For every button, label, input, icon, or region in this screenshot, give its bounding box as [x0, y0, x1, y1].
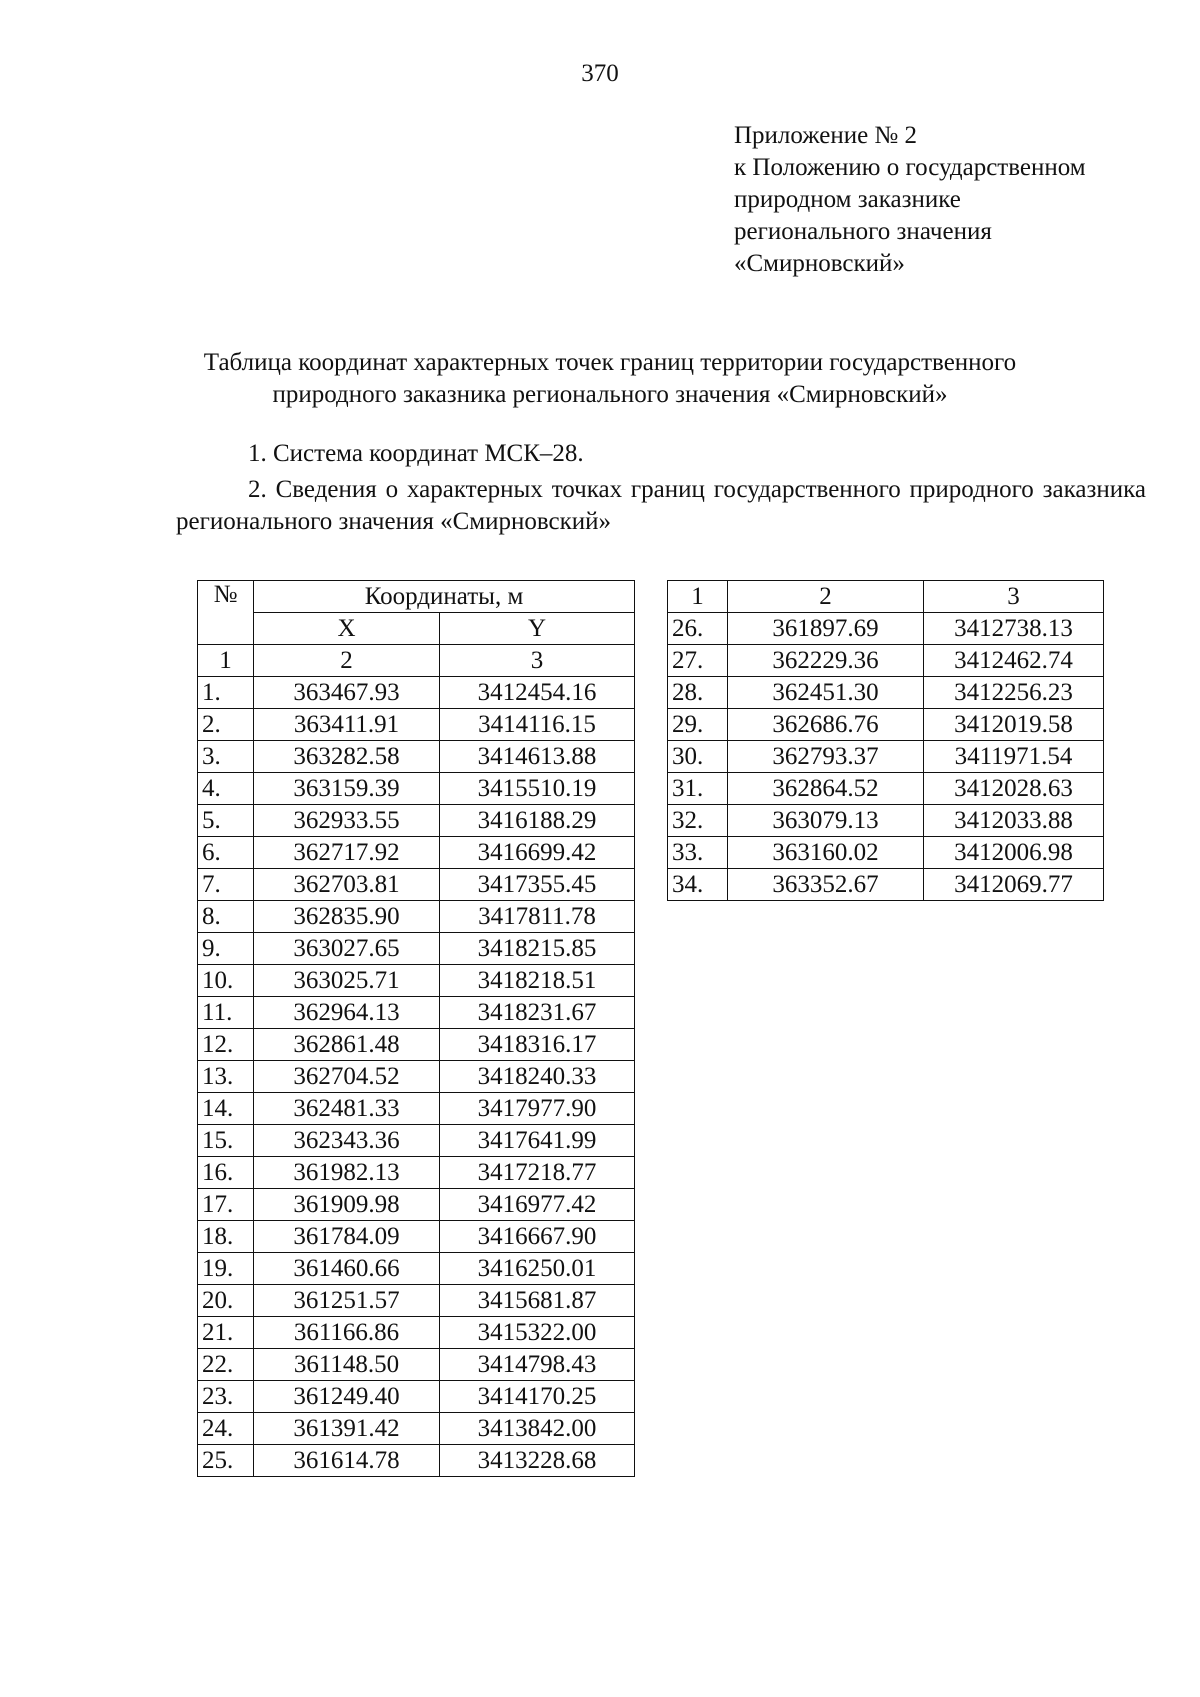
x-coordinate-cell: 363467.93: [254, 677, 440, 709]
table-row: [668, 709, 1104, 741]
appendix-line: Приложение № 2: [734, 122, 918, 149]
table-row: [198, 837, 635, 869]
y-coordinate-cell: 3415510.19: [440, 773, 635, 805]
y-coordinate-cell: 3413842.00: [440, 1413, 635, 1445]
x-coordinate-cell: 362864.52: [728, 773, 924, 805]
x-coordinate-cell: 361249.40: [254, 1381, 440, 1413]
y-coordinate-cell: 3412256.23: [924, 677, 1104, 709]
table-row: [198, 965, 635, 997]
x-coordinate-cell: 361614.78: [254, 1445, 440, 1477]
y-coordinate-cell: 3417811.78: [440, 901, 635, 933]
point-number-cell: 17.: [198, 1189, 254, 1221]
x-coordinate-cell: 363159.39: [254, 773, 440, 805]
y-coordinate-cell: 3413228.68: [440, 1445, 635, 1477]
table-row: [198, 1317, 635, 1349]
y-coordinate-cell: 3416667.90: [440, 1221, 635, 1253]
table-row: [668, 645, 1104, 677]
y-coordinate-cell: 3418231.67: [440, 997, 635, 1029]
point-number-cell: 14.: [198, 1093, 254, 1125]
table-row: [198, 1189, 635, 1221]
point-number-cell: 22.: [198, 1349, 254, 1381]
x-coordinate-cell: 362704.52: [254, 1061, 440, 1093]
y-coordinate-cell: 3414116.15: [440, 709, 635, 741]
point-number-cell: 4.: [198, 773, 254, 805]
x-coordinate-cell: 363025.71: [254, 965, 440, 997]
title-line: природного заказника регионального значения «Смирновский»: [272, 381, 948, 408]
table-row: [198, 1029, 635, 1061]
y-coordinate-cell: 3414798.43: [440, 1349, 635, 1381]
point-number-cell: 33.: [668, 837, 728, 869]
x-coordinate-cell: 362835.90: [254, 901, 440, 933]
header-y: Y: [440, 613, 635, 645]
x-coordinate-cell: 361166.86: [254, 1317, 440, 1349]
table-row: [198, 1349, 635, 1381]
point-number-cell: 1.: [198, 677, 254, 709]
header-number: №: [198, 581, 254, 645]
column-number-cell: 2: [254, 645, 440, 677]
y-coordinate-cell: 3412006.98: [924, 837, 1104, 869]
column-number-cell: 1: [198, 645, 254, 677]
appendix-line: «Смирновский»: [734, 250, 905, 277]
x-coordinate-cell: 363352.67: [728, 869, 924, 901]
table-row: [198, 1093, 635, 1125]
x-coordinate-cell: 362229.36: [728, 645, 924, 677]
column-number-cell: 1: [668, 581, 728, 613]
point-number-cell: 10.: [198, 965, 254, 997]
x-coordinate-cell: 363411.91: [254, 709, 440, 741]
point-number-cell: 24.: [198, 1413, 254, 1445]
point-number-cell: 28.: [668, 677, 728, 709]
y-coordinate-cell: 3417355.45: [440, 869, 635, 901]
table-row: [668, 773, 1104, 805]
table-row: [198, 805, 635, 837]
point-number-cell: 19.: [198, 1253, 254, 1285]
y-coordinate-cell: 3415681.87: [440, 1285, 635, 1317]
y-coordinate-cell: 3417977.90: [440, 1093, 635, 1125]
table-row: [668, 837, 1104, 869]
x-coordinate-cell: 362933.55: [254, 805, 440, 837]
y-coordinate-cell: 3412462.74: [924, 645, 1104, 677]
table-row: [198, 1445, 635, 1477]
table-row: [668, 677, 1104, 709]
table-row: [198, 741, 635, 773]
point-number-cell: 25.: [198, 1445, 254, 1477]
column-number-cell: 3: [924, 581, 1104, 613]
x-coordinate-cell: 361148.50: [254, 1349, 440, 1381]
y-coordinate-cell: 3412454.16: [440, 677, 635, 709]
y-coordinate-cell: 3416250.01: [440, 1253, 635, 1285]
table-row: [198, 1253, 635, 1285]
point-number-cell: 6.: [198, 837, 254, 869]
y-coordinate-cell: 3418240.33: [440, 1061, 635, 1093]
table-row: [668, 869, 1104, 901]
appendix-block: [734, 120, 1086, 280]
title-line: Таблица координат характерных точек границ территории государственного: [203, 349, 1017, 376]
table-row: [198, 1413, 635, 1445]
point-number-cell: 31.: [668, 773, 728, 805]
y-coordinate-cell: 3411971.54: [924, 741, 1104, 773]
table-row: [198, 901, 635, 933]
table-row: [668, 741, 1104, 773]
table-row: [198, 1061, 635, 1093]
table-row: [198, 1125, 635, 1157]
coordinates-table-right: [667, 580, 1104, 901]
point-number-cell: 18.: [198, 1221, 254, 1253]
x-coordinate-cell: 363027.65: [254, 933, 440, 965]
x-coordinate-cell: 362793.37: [728, 741, 924, 773]
point-number-cell: 11.: [198, 997, 254, 1029]
paragraph-coordinate-system: 1. Система координат МСК–28.: [248, 440, 584, 467]
point-number-cell: 26.: [668, 613, 728, 645]
x-coordinate-cell: 362343.36: [254, 1125, 440, 1157]
x-coordinate-cell: 362686.76: [728, 709, 924, 741]
point-number-cell: 32.: [668, 805, 728, 837]
x-coordinate-cell: 361982.13: [254, 1157, 440, 1189]
x-coordinate-cell: 361460.66: [254, 1253, 440, 1285]
x-coordinate-cell: 361391.42: [254, 1413, 440, 1445]
column-number-cell: 2: [728, 581, 924, 613]
x-coordinate-cell: 362481.33: [254, 1093, 440, 1125]
y-coordinate-cell: 3417218.77: [440, 1157, 635, 1189]
x-coordinate-cell: 361251.57: [254, 1285, 440, 1317]
x-coordinate-cell: 362703.81: [254, 869, 440, 901]
point-number-cell: 29.: [668, 709, 728, 741]
point-number-cell: 15.: [198, 1125, 254, 1157]
y-coordinate-cell: 3418316.17: [440, 1029, 635, 1061]
table-row: [198, 1221, 635, 1253]
header-coordinates: Координаты, м: [254, 581, 635, 613]
y-coordinate-cell: 3416977.42: [440, 1189, 635, 1221]
point-number-cell: 27.: [668, 645, 728, 677]
point-number-cell: 16.: [198, 1157, 254, 1189]
table-row: [198, 1157, 635, 1189]
y-coordinate-cell: 3412738.13: [924, 613, 1104, 645]
table-row: [198, 709, 635, 741]
table-row: [198, 677, 635, 709]
table-row: [198, 933, 635, 965]
y-coordinate-cell: 3414613.88: [440, 741, 635, 773]
x-coordinate-cell: 361909.98: [254, 1189, 440, 1221]
y-coordinate-cell: 3418218.51: [440, 965, 635, 997]
header-x: X: [254, 613, 440, 645]
point-number-cell: 3.: [198, 741, 254, 773]
x-coordinate-cell: 362451.30: [728, 677, 924, 709]
x-coordinate-cell: 361897.69: [728, 613, 924, 645]
column-number-cell: 3: [440, 645, 635, 677]
point-number-cell: 34.: [668, 869, 728, 901]
appendix-line: к Положению о государственном: [734, 154, 1086, 181]
y-coordinate-cell: 3418215.85: [440, 933, 635, 965]
page-number: 370: [581, 60, 619, 87]
table-row: [198, 1381, 635, 1413]
y-coordinate-cell: 3416699.42: [440, 837, 635, 869]
point-number-cell: 21.: [198, 1317, 254, 1349]
point-number-cell: 30.: [668, 741, 728, 773]
x-coordinate-cell: 363160.02: [728, 837, 924, 869]
y-coordinate-cell: 3415322.00: [440, 1317, 635, 1349]
coordinates-table-left: [197, 580, 635, 1477]
table-row: [198, 869, 635, 901]
x-coordinate-cell: 362964.13: [254, 997, 440, 1029]
table-row: [198, 1285, 635, 1317]
x-coordinate-cell: 362717.92: [254, 837, 440, 869]
point-number-cell: 13.: [198, 1061, 254, 1093]
x-coordinate-cell: 362861.48: [254, 1029, 440, 1061]
point-number-cell: 9.: [198, 933, 254, 965]
point-number-cell: 20.: [198, 1285, 254, 1317]
table-row: [668, 805, 1104, 837]
table-row: [198, 773, 635, 805]
point-number-cell: 23.: [198, 1381, 254, 1413]
x-coordinate-cell: 363282.58: [254, 741, 440, 773]
table-row: [198, 997, 635, 1029]
y-coordinate-cell: 3412019.58: [924, 709, 1104, 741]
paragraph-boundary-info: 2. Сведения о характерных точках границ государственного природного заказника регионального значения «Смирновский»: [176, 476, 1146, 535]
x-coordinate-cell: 363079.13: [728, 805, 924, 837]
y-coordinate-cell: 3412028.63: [924, 773, 1104, 805]
appendix-line: природном заказнике: [734, 186, 961, 213]
point-number-cell: 2.: [198, 709, 254, 741]
y-coordinate-cell: 3412033.88: [924, 805, 1104, 837]
y-coordinate-cell: 3416188.29: [440, 805, 635, 837]
point-number-cell: 5.: [198, 805, 254, 837]
y-coordinate-cell: 3412069.77: [924, 869, 1104, 901]
x-coordinate-cell: 361784.09: [254, 1221, 440, 1253]
y-coordinate-cell: 3414170.25: [440, 1381, 635, 1413]
point-number-cell: 7.: [198, 869, 254, 901]
appendix-line: регионального значения: [734, 218, 992, 245]
point-number-cell: 8.: [198, 901, 254, 933]
table-row: [668, 613, 1104, 645]
document-title: [150, 347, 1070, 411]
y-coordinate-cell: 3417641.99: [440, 1125, 635, 1157]
point-number-cell: 12.: [198, 1029, 254, 1061]
